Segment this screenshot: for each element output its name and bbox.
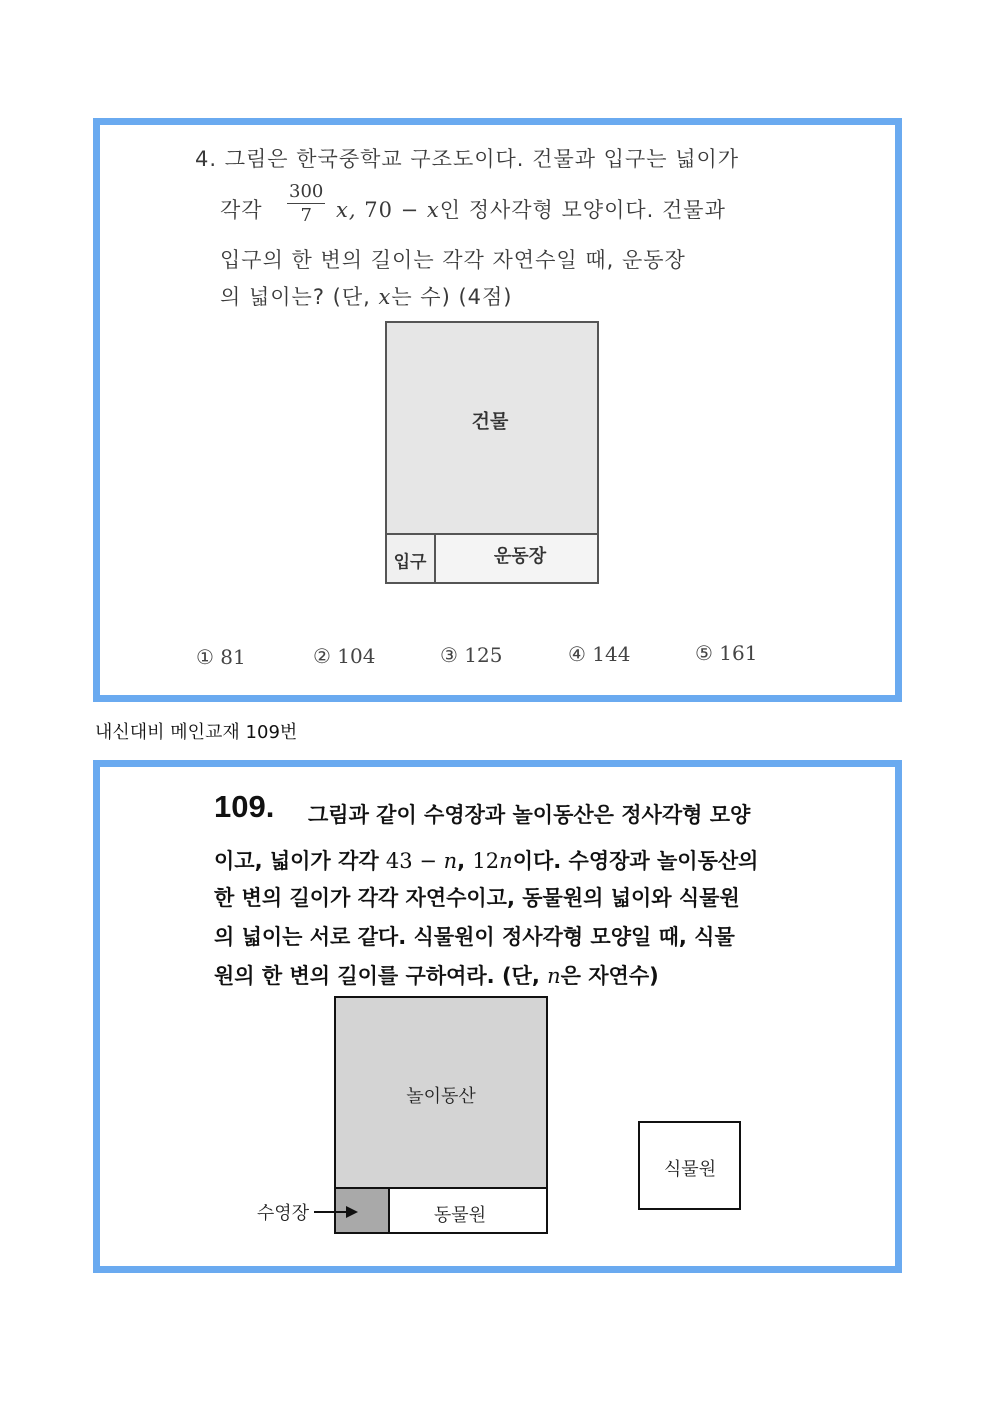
playground-label: 운동장: [493, 546, 547, 567]
problem-4-line-4: 의 넓이는? (단, x는 수) (4점): [220, 285, 513, 309]
choice-3: ③ 125: [440, 643, 503, 667]
choice-5: ⑤ 161: [695, 641, 758, 665]
problem-109-line-1: 그림과 같이 수영장과 놀이동산은 정사각형 모양: [308, 803, 751, 827]
problem-4-line-2-rest: x, 70 − x인 정사각형 모양이다. 건물과: [336, 198, 726, 222]
problem-4-number: 4.: [195, 147, 218, 171]
garden-label: 식물원: [663, 1159, 717, 1180]
problem-109-line-5: 원의 한 변의 길이를 구하여라. (단, n은 자연수): [214, 964, 659, 988]
problem-109-number: 109.: [214, 789, 275, 824]
problem-109-line-2: 이고, 넓이가 각각 43 − n, 12n이다. 수영장과 놀이동산의: [214, 849, 759, 873]
problem-109-line-4: 의 넓이는 서로 같다. 식물원이 정사각형 모양일 때, 식물: [214, 925, 735, 949]
problem-4-line-3: 입구의 한 변의 길이는 각각 자연수일 때, 운동장: [220, 248, 686, 272]
problem-4-fraction: $\frac{300}{7}$: [289, 181, 324, 226]
choice-1: ① 81: [196, 645, 246, 669]
problem-109-line-3: 한 변의 길이가 각각 자연수이고, 동물원의 넓이와 식물원: [214, 886, 740, 910]
zoo-label: 동물원: [433, 1205, 487, 1226]
entrance-label: 입구: [393, 552, 427, 573]
pool-label: 수영장: [256, 1203, 310, 1224]
choice-2: ② 104: [313, 644, 376, 668]
pointer-arrow-icon: [314, 1203, 358, 1221]
problem-4-line-2-prefix: 각각: [220, 198, 263, 222]
problem-4-line-1: 4. 그림은 한국중학교 구조도이다. 건물과 입구는 넓이가: [195, 147, 740, 171]
building-label: 건물: [471, 410, 509, 433]
amusement-park-label: 놀이동산: [406, 1086, 476, 1107]
section-caption: 내신대비 메인교재 109번: [95, 722, 298, 743]
choice-4: ④ 144: [568, 642, 631, 666]
